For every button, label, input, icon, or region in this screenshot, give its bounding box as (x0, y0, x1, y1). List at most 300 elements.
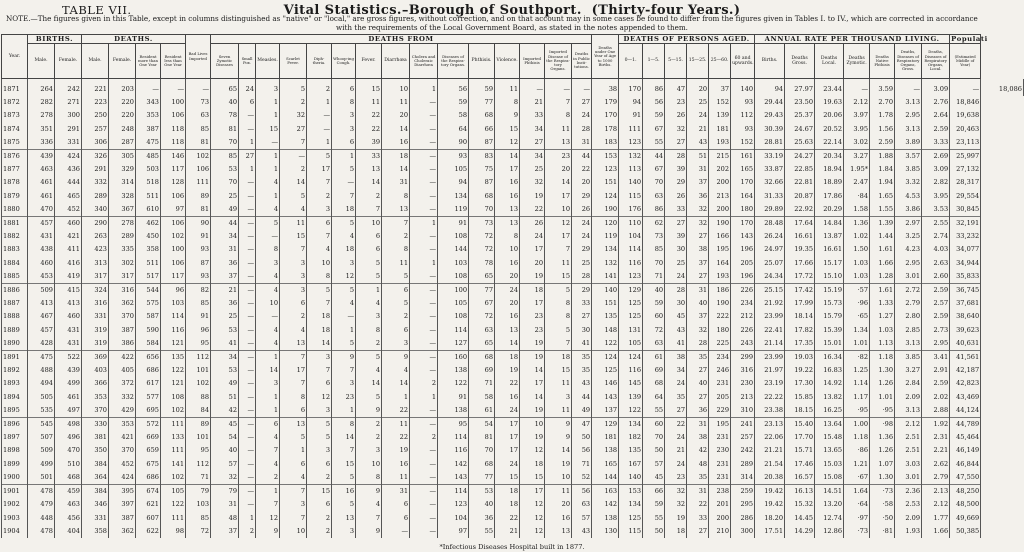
table-row (2, 136, 1024, 150)
table-cell: 72 (469, 310, 495, 323)
table-cell: 1.66 (922, 525, 950, 538)
table-cell: 19.22 (785, 364, 815, 377)
table-cell: 100 (161, 243, 186, 256)
table-cell: 20.29 (815, 203, 844, 217)
table-cell: 143 (731, 230, 755, 243)
table-cell: 111 (161, 444, 186, 457)
table-cell: 28,317 (950, 176, 981, 189)
table-row (2, 377, 1024, 390)
group-births: BIRTHS. (28, 35, 82, 44)
table-cell: 134 (619, 498, 643, 511)
table-cell: 79 (186, 485, 211, 499)
table-row (2, 217, 1024, 231)
table-cell: 13 (280, 418, 307, 432)
table-cell: 3.09 (922, 163, 950, 176)
table-cell: 48 (211, 512, 239, 525)
table-cell: 21 (520, 96, 545, 109)
table-cell: 40 (211, 96, 239, 109)
table-cell: 2.73 (922, 324, 950, 337)
table-cell: 27 (280, 123, 307, 136)
table-cell: 33 (665, 203, 687, 217)
table-cell: 415 (55, 284, 82, 298)
table-cell: 15.17 (815, 257, 844, 270)
table-cell: 146 (161, 150, 186, 164)
table-cell: 106 (161, 190, 186, 203)
table-cell: 21 (211, 284, 239, 298)
table-cell: 28 (665, 150, 687, 164)
table-cell: 3.95 (844, 123, 870, 136)
table-cell: 29 (572, 243, 592, 256)
table-cell: 2 (307, 525, 332, 538)
table-cell: 246 (709, 364, 731, 377)
table-cell: 102 (186, 150, 211, 164)
table-cell: 69 (643, 364, 665, 377)
col-imported-phthisis: Imported Phthisis (520, 44, 545, 79)
table-cell: 116 (438, 444, 469, 457)
table-cell: 17 (495, 163, 520, 176)
table-cell: 22.85 (785, 163, 815, 176)
table-cell: 48,250 (950, 485, 981, 499)
table-cell: 9 (545, 418, 572, 432)
table-cell: 429 (109, 404, 136, 418)
table-cell: 242 (55, 79, 82, 97)
table-cell: 63 (643, 337, 665, 351)
table-cell: 23 (665, 471, 687, 485)
table-cell: 1.66 (870, 257, 895, 270)
table-cell: 19 (495, 364, 520, 377)
table-cell: 212 (731, 310, 755, 323)
table-row (2, 109, 1024, 122)
table-cell: 68 (469, 351, 495, 365)
table-cell: 14 (495, 150, 520, 164)
table-cell: 87 (469, 136, 495, 150)
table-cell: 16.57 (785, 471, 815, 485)
table-cell: 501 (28, 471, 55, 485)
table-cell: 479 (28, 498, 55, 511)
table-cell: 384 (82, 485, 109, 499)
table-cell: 5 (280, 79, 307, 97)
table-cell: 190 (709, 297, 731, 310)
table-cell: 411 (55, 243, 82, 256)
table-row (2, 190, 1024, 203)
table-cell: 305 (109, 150, 136, 164)
table-cell: 331 (82, 310, 109, 323)
table-cell: 41 (572, 337, 592, 351)
table-row (2, 163, 1024, 176)
table-cell: 423 (82, 243, 109, 256)
table-cell: 587 (136, 310, 161, 323)
table-cell: 431 (55, 324, 82, 337)
table-cell: 3.27 (844, 150, 870, 164)
table-cell: 498 (55, 418, 82, 432)
table-cell: 2.51 (895, 444, 922, 457)
table-cell: 1 (256, 190, 280, 203)
table-cell: 73 (469, 217, 495, 231)
table-cell: 387 (136, 123, 161, 136)
table-cell: 1.39 (870, 217, 895, 231)
table-cell: 460 (55, 310, 82, 323)
table-cell: 125 (619, 297, 643, 310)
table-cell: 3.85 (895, 351, 922, 365)
table-cell: 1 (280, 444, 307, 457)
table-cell: 213 (709, 190, 731, 203)
table-cell: 1.33 (870, 297, 895, 310)
col-scarlet-fever: Scarlet Fever. (280, 44, 307, 79)
table-cell: 20.34 (815, 150, 844, 164)
table-cell: 93 (731, 123, 755, 136)
table-cell: 115 (619, 190, 643, 203)
table-row (2, 418, 1024, 432)
table-cell: 59 (643, 297, 665, 310)
table-cell: 37 (211, 525, 239, 538)
table-cell: 2 (410, 377, 438, 390)
table-cell: 178 (592, 123, 619, 136)
table-cell: 125 (592, 364, 619, 377)
table-cell: 60 (643, 418, 665, 432)
table-cell: 14 (520, 364, 545, 377)
table-cell: 35 (572, 364, 592, 377)
table-cell: 57 (572, 512, 592, 525)
table-cell: 316 (82, 297, 109, 310)
table-cell: — (410, 284, 438, 298)
table-cell: 6 (382, 324, 410, 337)
table-cell: 67 (643, 163, 665, 176)
table-cell: 13.82 (815, 391, 844, 404)
table-row (2, 79, 1024, 97)
table-cell: 3.13 (895, 404, 922, 418)
table-cell: 7 (280, 377, 307, 390)
table-cell: 2.31 (922, 431, 950, 444)
table-cell: 1.17 (844, 391, 870, 404)
table-cell: 1.18 (844, 431, 870, 444)
table-cell: 50 (643, 525, 665, 538)
table-cell: 135 (161, 351, 186, 365)
table-cell: 2.36 (895, 485, 922, 499)
row-year: 1900 (2, 471, 28, 485)
table-cell: 71 (186, 471, 211, 485)
table-cell: 11 (545, 404, 572, 418)
table-cell: 205 (709, 391, 731, 404)
table-cell: 459 (55, 485, 82, 499)
table-cell: 2 (307, 79, 332, 97)
table-cell: 193 (709, 270, 731, 284)
table-row (2, 123, 1024, 136)
table-cell: 467 (28, 310, 55, 323)
table-cell: 24 (495, 458, 520, 471)
table-cell: 510 (55, 458, 82, 471)
table-cell: 2.79 (922, 471, 950, 485)
table-cell: 1.61 (870, 284, 895, 298)
table-cell: 196 (731, 243, 755, 256)
table-cell: 20 (382, 109, 410, 122)
table-cell: — (895, 79, 922, 97)
table-cell: 1 (239, 163, 256, 176)
table-cell: 77 (469, 96, 495, 109)
table-cell: 48,500 (950, 498, 981, 511)
table-cell: 5 (307, 418, 332, 432)
table-cell: 59 (438, 96, 469, 109)
table-cell: — (239, 458, 256, 471)
table-cell: 1.26 (870, 444, 895, 457)
table-cell: 21 (495, 525, 520, 538)
col-age-0-1: 0—1. (619, 44, 643, 79)
table-cell: 27 (665, 404, 687, 418)
table-cell: 31 (211, 498, 239, 511)
table-cell: 2.21 (922, 444, 950, 457)
table-cell: 3 (307, 444, 332, 457)
table-cell: 32 (665, 498, 687, 511)
table-cell: 1.64 (844, 485, 870, 499)
table-cell: 98 (161, 525, 186, 538)
table-cell: 335 (109, 243, 136, 256)
row-year: 1899 (2, 458, 28, 471)
table-cell: 100 (161, 96, 186, 109)
table-cell: 27 (572, 96, 592, 109)
group-population: Populati (951, 34, 988, 43)
table-cell: 38 (687, 243, 709, 256)
table-cell: 15 (545, 270, 572, 284)
table-cell: 444 (55, 176, 82, 189)
table-cell: 22 (495, 377, 520, 390)
table-cell: 6 (382, 284, 410, 298)
table-cell: 20 (687, 79, 709, 97)
table-cell: 24 (687, 109, 709, 122)
table-cell: 522 (55, 351, 82, 365)
table-cell: 21 (687, 123, 709, 136)
table-cell: 3 (332, 525, 356, 538)
table-cell: 1.03 (844, 257, 870, 270)
table-cell: 1.65 (870, 190, 895, 203)
table-cell: 43,469 (950, 391, 981, 404)
column-header-row (2, 44, 1024, 79)
table-cell: 45 (665, 310, 687, 323)
table-cell: 39 (665, 163, 687, 176)
table-row (2, 525, 1024, 538)
col-infant-rate: Deaths under One Year of Age to 1000 Births. (592, 35, 619, 79)
table-cell: 19 (382, 444, 410, 457)
table-cell: — (382, 525, 410, 538)
table-row (2, 351, 1024, 365)
table-row (2, 512, 1024, 525)
table-cell: 1.77 (922, 512, 950, 525)
table-cell: 137 (592, 404, 619, 418)
table-cell: ·57 (844, 284, 870, 298)
table-cell: ·73 (844, 525, 870, 538)
table-cell: 302 (109, 257, 136, 270)
table-cell: 29.43 (755, 109, 785, 122)
table-cell: 124 (619, 351, 643, 365)
table-cell: 460 (28, 257, 55, 270)
table-cell: 1 (256, 351, 280, 365)
table-cell: 2 (307, 471, 332, 485)
table-cell: 16 (332, 485, 356, 499)
table-cell: 14 (520, 391, 545, 404)
table-cell: 200 (709, 176, 731, 189)
table-cell: 144 (592, 471, 619, 485)
table-cell: 141 (161, 458, 186, 471)
table-cell: 2.84 (895, 377, 922, 390)
table-cell: 686 (136, 364, 161, 377)
table-cell: 7 (307, 297, 332, 310)
table-cell: 102 (161, 404, 186, 418)
table-cell: 77 (469, 471, 495, 485)
row-year: 1884 (2, 257, 28, 270)
table-cell: 29 (665, 176, 687, 189)
table-cell: — (410, 150, 438, 164)
table-cell: 7 (256, 444, 280, 457)
col-violence: Violence. (495, 44, 520, 79)
table-cell: 200 (709, 203, 731, 217)
table-cell: 10 (307, 257, 332, 270)
table-cell: 250 (82, 109, 109, 122)
table-cell: 289 (109, 230, 136, 243)
table-cell: 18,086 (981, 79, 1024, 97)
table-cell: 179 (592, 96, 619, 109)
table-cell: ·98 (870, 418, 895, 432)
table-cell: 97 (438, 525, 469, 538)
table-cell: 145 (619, 377, 643, 390)
table-cell: 97 (161, 203, 186, 217)
table-cell: 54 (469, 418, 495, 432)
table-number: TABLE VII. (62, 3, 132, 17)
table-cell: 3 (256, 377, 280, 390)
table-cell: — (410, 364, 438, 377)
table-cell: 16 (382, 458, 410, 471)
table-cell: 507 (28, 431, 55, 444)
table-cell: 231 (709, 431, 731, 444)
table-cell: 25.15 (755, 284, 785, 298)
table-cell: 1 (332, 324, 356, 337)
table-cell: 1.01 (844, 337, 870, 351)
table-cell: 28 (572, 270, 592, 284)
table-cell: 413 (55, 297, 82, 310)
table-cell: 545 (28, 418, 55, 432)
table-cell: 55 (643, 404, 665, 418)
table-cell: 6 (307, 217, 332, 231)
table-cell: 180 (709, 324, 731, 337)
table-cell: 1 (410, 257, 438, 270)
table-cell: 181 (709, 123, 731, 136)
table-cell: 142 (438, 458, 469, 471)
table-cell: 6 (307, 498, 332, 511)
table-cell: 422 (109, 351, 136, 365)
table-cell: 119 (438, 203, 469, 217)
table-cell: 2.55 (922, 217, 950, 231)
table-cell: 5 (280, 431, 307, 444)
row-year: 1901 (2, 485, 28, 499)
table-cell: 369 (82, 351, 109, 365)
table-cell: — (410, 123, 438, 136)
table-cell: 7 (280, 136, 307, 150)
table-cell: 2.74 (922, 230, 950, 243)
table-cell: 114 (619, 243, 643, 256)
table-row (2, 284, 1024, 298)
table-cell: 190 (709, 217, 731, 231)
table-cell: 87 (186, 257, 211, 270)
table-cell: 170 (731, 176, 755, 189)
table-cell: 30 (665, 243, 687, 256)
table-cell: — (950, 79, 981, 97)
row-year: 1887 (2, 297, 28, 310)
table-cell: 14.29 (785, 525, 815, 538)
table-cell: — (520, 79, 545, 97)
table-cell: 1.36 (870, 431, 895, 444)
table-cell: 105 (438, 163, 469, 176)
table-cell: 16 (495, 257, 520, 270)
table-cell: 3 (307, 203, 332, 217)
table-cell: 584 (136, 337, 161, 351)
table-cell: 2.09 (895, 391, 922, 404)
table-cell: 83 (469, 150, 495, 164)
table-cell: 41 (665, 337, 687, 351)
table-cell: 39 (665, 230, 687, 243)
table-cell: 91 (619, 109, 643, 122)
table-cell: 31 (687, 485, 709, 499)
table-cell: 1 (382, 391, 410, 404)
table-cell: ·95 (870, 404, 895, 418)
table-cell: 34,077 (950, 243, 981, 256)
table-cell: 108 (438, 230, 469, 243)
table-cell: 13.87 (815, 230, 844, 243)
table-cell: 143 (592, 391, 619, 404)
table-cell: 5 (307, 150, 332, 164)
table-cell: 1.36 (844, 217, 870, 231)
table-cell: 8 (356, 471, 382, 485)
table-cell: 15 (495, 471, 520, 485)
table-cell: 186 (709, 284, 731, 298)
table-cell: 28.48 (755, 217, 785, 231)
table-cell: 421 (55, 230, 82, 243)
table-cell: 17.64 (785, 217, 815, 231)
table-cell: 21.14 (755, 337, 785, 351)
table-cell: 125 (619, 310, 643, 323)
table-cell: 22 (382, 431, 410, 444)
table-cell: 4 (356, 297, 382, 310)
table-cell: 26 (520, 217, 545, 231)
table-cell: 55 (643, 136, 665, 150)
table-cell: 111 (161, 512, 186, 525)
table-cell: 23.13 (755, 418, 785, 432)
table-cell: 1.07 (870, 458, 895, 471)
table-cell: 1.92 (922, 418, 950, 432)
table-cell: 2.12 (844, 96, 870, 109)
table-cell: 95 (186, 337, 211, 351)
table-cell: 3.01 (895, 270, 922, 284)
table-cell: — (239, 270, 256, 284)
table-cell: 3.33 (922, 136, 950, 150)
table-cell: 124 (592, 351, 619, 365)
table-cell: 30 (572, 324, 592, 337)
row-year: 1872 (2, 96, 28, 109)
table-cell: 44,789 (950, 418, 981, 432)
table-cell: 88 (186, 391, 211, 404)
table-cell: 135 (619, 444, 643, 457)
col-rate-resp-local: Deaths, Diseases of Respiratory Organs, Local. (922, 44, 950, 79)
table-cell: 518 (136, 176, 161, 189)
table-cell: 85 (186, 512, 211, 525)
table-cell: 11 (280, 217, 307, 231)
table-cell: 4 (256, 337, 280, 351)
table-cell: 40,631 (950, 337, 981, 351)
col-resident-less: Resident less than One Year (161, 44, 186, 79)
table-cell: 295 (731, 498, 755, 511)
table-cell: — (256, 136, 280, 150)
table-cell: 1 (307, 136, 332, 150)
table-cell: 8 (495, 230, 520, 243)
table-cell: 2.95 (922, 337, 950, 351)
table-cell: 24 (572, 109, 592, 122)
table-cell: 25 (572, 257, 592, 270)
